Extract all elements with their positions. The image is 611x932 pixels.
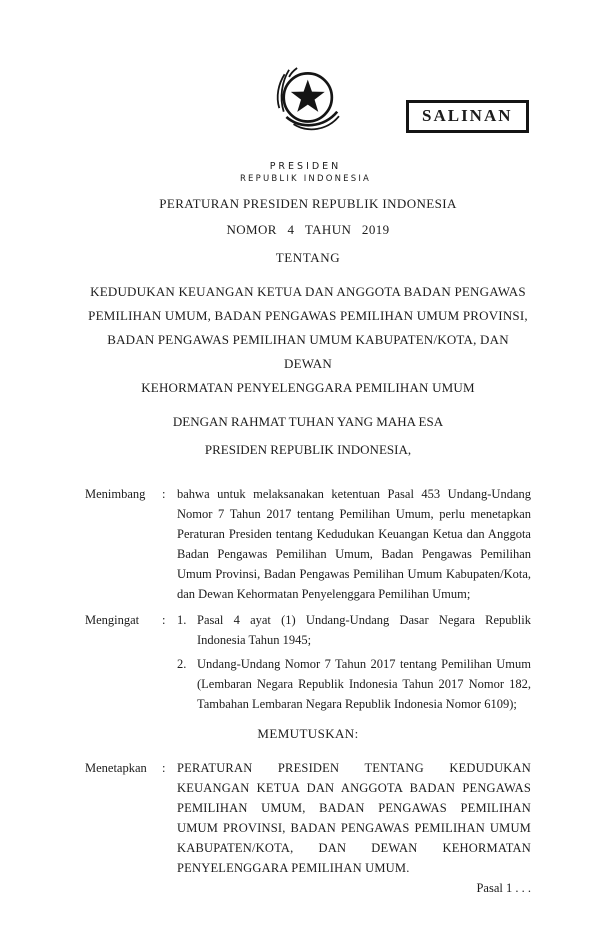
mengingat-item <box>177 654 531 714</box>
menetapkan-colon: : <box>162 761 166 775</box>
letterhead <box>0 161 611 185</box>
letterhead-presiden: PRESIDEN <box>269 161 342 172</box>
salinan-stamp <box>406 100 529 133</box>
regulation-subject <box>85 280 531 400</box>
mengingat-item-number: 1. <box>177 613 187 627</box>
mengingat-item-text: Pasal 4 ayat (1) Undang-Undang Dasar Negara Republik Indonesia Tahun 1945; <box>197 613 531 647</box>
invocation-line: DENGAN RAHMAT TUHAN YANG MAHA ESA <box>172 414 444 429</box>
subject-line: BADAN PENGAWAS PEMILIHAN UMUM KABUPATEN/KOTA, DAN DEWAN <box>107 332 509 371</box>
menetapkan-label: Menetapkan <box>85 761 147 775</box>
regulation-title: PERATURAN PRESIDEN REPUBLIK INDONESIA <box>159 196 457 211</box>
document-body <box>85 196 531 896</box>
mengingat-label: Mengingat <box>85 613 140 627</box>
mengingat-colon: : <box>162 613 166 627</box>
salinan-stamp-label: SALINAN <box>422 106 513 125</box>
menimbang-text: bahwa untuk melaksanakan ketentuan Pasal 453 Undang-Undang Nomor 7 Tahun 2017 tentang Pemilihan Umum, perlu menetapkan Peraturan Presiden tentang Kedudukan Keuangan Ketua dan Anggota Badan Pengawas Pemilihan Umum, Badan Pengawas Pemilihan Umum Provinsi, Badan Pengawas Pemilihan Umum Kabupaten/Kota, dan Dewan Kehormatan Penyelenggara Pemilihan Umum; <box>177 487 531 601</box>
letterhead-republik-indonesia: REPUBLIK INDONESIA <box>239 174 372 184</box>
menimbang-label: Menimbang <box>85 487 146 501</box>
mengingat-item <box>177 610 531 650</box>
subject-line: KEHORMATAN PENYELENGGARA PEMILIHAN UMUM <box>141 380 475 395</box>
menetapkan-clause <box>85 758 531 878</box>
mengingat-item-number: 2. <box>177 657 187 671</box>
presidential-emblem-icon <box>261 60 351 147</box>
mengingat-item-text: Undang-Undang Nomor 7 Tahun 2017 tentang Pemilihan Umum (Lembaran Negara Republik Indonesia Tahun 2017 Nomor 182, Tambahan Lembaran Negara Republik Indonesia Nomor 6109); <box>197 657 531 711</box>
mengingat-clause <box>85 610 531 714</box>
subject-line: PEMILIHAN UMUM, BADAN PENGAWAS PEMILIHAN UMUM PROVINSI, <box>88 308 528 323</box>
page-catchword: Pasal 1 . . . <box>476 881 531 895</box>
mengingat-items <box>177 610 531 714</box>
memutuskan-heading: MEMUTUSKAN: <box>257 726 359 741</box>
regulation-number: NOMOR 4 TAHUN 2019 <box>226 222 390 237</box>
menimbang-clause <box>85 484 531 604</box>
authority-line: PRESIDEN REPUBLIK INDONESIA, <box>204 442 412 457</box>
menetapkan-text: PERATURAN PRESIDEN TENTANG KEDUDUKAN KEUANGAN KETUA DAN ANGGOTA BADAN PENGAWAS PEMILIHAN UMUM, BADAN PENGAWAS PEMILIHAN UMUM PROVINSI, BADAN PENGAWAS PEMILIHAN UMUM KABUPATEN/KOTA, DAN DEWAN KEHORMATAN PENYELENGGARA PEMILIHAN UMUM. <box>177 761 531 875</box>
menimbang-colon: : <box>162 487 166 501</box>
tentang-label: TENTANG <box>275 250 341 265</box>
subject-line: KEDUDUKAN KEUANGAN KETUA DAN ANGGOTA BADAN PENGAWAS <box>90 284 526 299</box>
